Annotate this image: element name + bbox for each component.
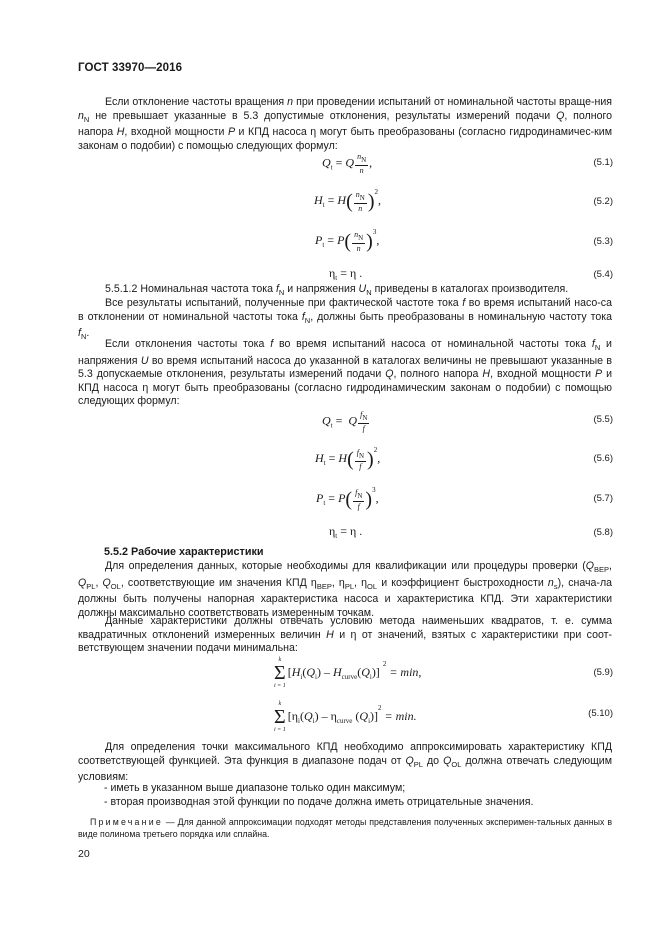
list-item-second-derivative: - вторая производная этой функции по подаче должна иметь отрицательные значения. — [104, 796, 534, 808]
equation-number-5-7: (5.7) — [593, 493, 613, 504]
formula-5-5: $Q_t = Q$ $\frac{fN}{f}$ — [322, 410, 368, 433]
formula-5-9: k Σ i = 1 $[H_i(Q_i) - H_{curve}(Q_i)] ^2 = \min$, — [274, 657, 422, 689]
equation-number-5-4: (5.4) — [593, 269, 613, 280]
equation-number-5-1: (5.1) — [593, 157, 613, 168]
equation-number-5-10: (5.10) — [588, 708, 613, 719]
formula-5-7: $P_t = P$( $\frac{fN}{f}$ )$^3$, — [316, 486, 379, 511]
paragraph-max-efficiency: Для определения точки максимального КПД необходимо аппроксимировать характеристику КПД соответствующей функцией. Эта функция в диапазоне подач от $Q_{PL}$ до $Q_{OL}$ должна отвечать следующим условиям: — [78, 741, 612, 784]
document-header: ГОСТ 33970—2016 — [78, 62, 183, 74]
note-label: Примечание — [90, 817, 163, 827]
formula-5-8: $\eta_t = \eta$ . — [329, 524, 363, 540]
paragraph-operating-characteristics: Для определения данных, которые необходимы для квалификации или процедуры проверки ($Q_{BEP}$, $Q_{PL}$, $Q_{OL}$, соответствующие им значения КПД $\eta_{BEP}$, $\eta_{PL}$, $\eta_{OL}$ и коэффициент быстроходности $n_s$), снача-ла должны быть получены напорная характеристика насоса и характеристика КПД. Эти характеристики должны максимально соответствовать измеренным точкам. — [78, 560, 613, 619]
equation-number-5-9: (5.9) — [593, 667, 613, 678]
formula-5-10: k Σ i = 1 [$\eta_i(Q_i) - \eta_{curve}$ $(Q_i)]^2 = \min$. — [274, 701, 417, 733]
paragraph-frequency-conversion: Все результаты испытаний, полученные при фактической частоте тока f во время испытаний насо-са в отклонении от номинальной частоты тока $f_N$, должны быть преобразованы в номинальную частоту тока $f_N$. — [78, 297, 612, 342]
list-item-single-maximum: - иметь в указанном выше диапазоне только один максимум; — [104, 782, 406, 794]
formula-5-3: $P_t = P$( $\frac{nN}{n}$ )$^3$, — [315, 228, 380, 253]
page-number: 20 — [78, 848, 90, 860]
formula-5-1: $Q_t = Q$ $\frac{nN}{n}$ , — [322, 152, 373, 175]
note — [78, 816, 612, 840]
section-heading-5-5-2: 5.5.2 Рабочие характеристики — [104, 546, 264, 558]
paragraph-5-5-1-2: 5.5.1.2 Номинальная частота тока $f_N$ и напряжения $U_N$ приведены в каталогах производителя. — [105, 283, 569, 297]
equation-number-5-5: (5.5) — [593, 414, 613, 425]
paragraph-frequency-deviation: Если отклонения частоты тока f во время испытаний насоса от номинальной частоты тока $f_N$ и напряжения U во время испытаний насоса до указанной в каталогах величины не превышают указанные в 5.3 допускаемые отклонения, результаты измерений подачи Q, полного напора H, входной мощности P и КПД насоса η могут быть преобразованы (согласно гидродинамическим законам о подобии) с помощью следующих формул: — [78, 338, 612, 408]
paragraph-rotation-deviation: Если отклонение частоты вращения n при проведении испытаний от номинальной частоты враще-ния $n_N$ не превышает указанные в 5.3 допустимые отклонения, результаты измерений подачи Q, полного напора H, входной мощности P и КПД насоса η могут быть преобразованы (согласно гидродинамичес-ким законам о подобии) с помощью следующих формул: — [78, 96, 612, 152]
equation-number-5-2: (5.2) — [593, 196, 613, 207]
note-text: — Для данной аппроксимации подходят методы представления полученных эксперимен-тальных данных в виде полинома третьего порядка или сплайна. — [78, 817, 612, 839]
equation-number-5-8: (5.8) — [593, 527, 613, 538]
formula-5-4: $\eta_t = \eta$ . — [329, 266, 363, 282]
formula-5-2: $H_t = H$( $\frac{nN}{n}$ )$^2$, — [314, 188, 381, 213]
formula-5-6: $H_t = H$( $\frac{fN}{f}$ )$^2$, — [315, 446, 381, 471]
equation-number-5-6: (5.6) — [593, 453, 613, 464]
equation-number-5-3: (5.3) — [593, 236, 613, 247]
paragraph-least-squares: Данные характеристики должны отвечать условию метода наименьших квадратов, т. е. сумма квадратичных отклонений измеренных величин H и η от значений, взятых с характеристики при соот-ветствующем значении подачи минимальна: — [78, 615, 612, 655]
